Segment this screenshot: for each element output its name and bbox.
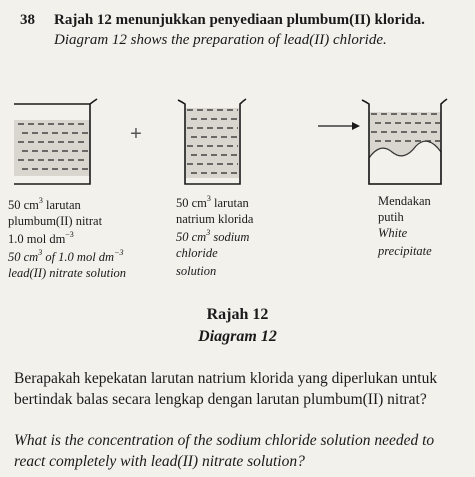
plus-sign: + <box>130 123 142 145</box>
beaker1-name-en: lead(II) nitrate solution <box>8 266 127 280</box>
beaker3-color-ms: putih <box>378 210 404 224</box>
prompt-malay: Berapakah kepekatan larutan natrium klorida yang diperlukan untuk bertindak balas secara lengkap dengan larutan plumbum(II) nitrat? <box>14 370 438 408</box>
beaker3-name-ms: Mendakan <box>378 194 431 208</box>
beaker-lead-nitrate <box>14 99 97 184</box>
beaker2-volume-ms: 50 $cm^3$ larutan <box>176 194 249 210</box>
beaker2-volume-en: 50 $cm^3$ sodium <box>176 228 250 244</box>
question-number: 38 <box>20 12 35 28</box>
beaker-precipitate <box>362 99 447 184</box>
reaction-arrow <box>318 122 360 130</box>
question-text-english: Diagram 12 shows the preparation of lead(II) chloride. <box>54 32 387 48</box>
beaker1-concentration-ms: 1.0 mol $dm^{-3}$ <box>8 230 74 246</box>
beaker3-color-en: White <box>378 226 408 240</box>
beaker3-name-en: precipitate <box>378 244 432 258</box>
beaker-sodium-chloride <box>178 99 246 184</box>
beaker1-name-ms: plumbum(II) nitrat <box>8 214 103 228</box>
question-text-malay: Rajah 12 menunjukkan penyediaan plumbum(II) klorida. <box>54 12 425 28</box>
beaker1-volume-ms: 50 $cm^3$ larutan <box>8 196 81 212</box>
beaker1-volume-en: 50 $cm^3$ of 1.0 mol $dm^{-3}$ <box>8 248 124 264</box>
prompt-english: What is the concentration of the sodium chloride solution needed to react completely with lead(II) nitrate solution? <box>14 432 435 470</box>
diagram-caption-malay: Rajah 12 <box>206 306 269 323</box>
beaker2-name-ms: natrium klorida <box>176 212 254 226</box>
beaker2-name-en: chloride <box>176 246 218 260</box>
beaker2-solution-en: solution <box>176 264 217 278</box>
diagram-caption-english: Diagram 12 <box>198 328 277 345</box>
